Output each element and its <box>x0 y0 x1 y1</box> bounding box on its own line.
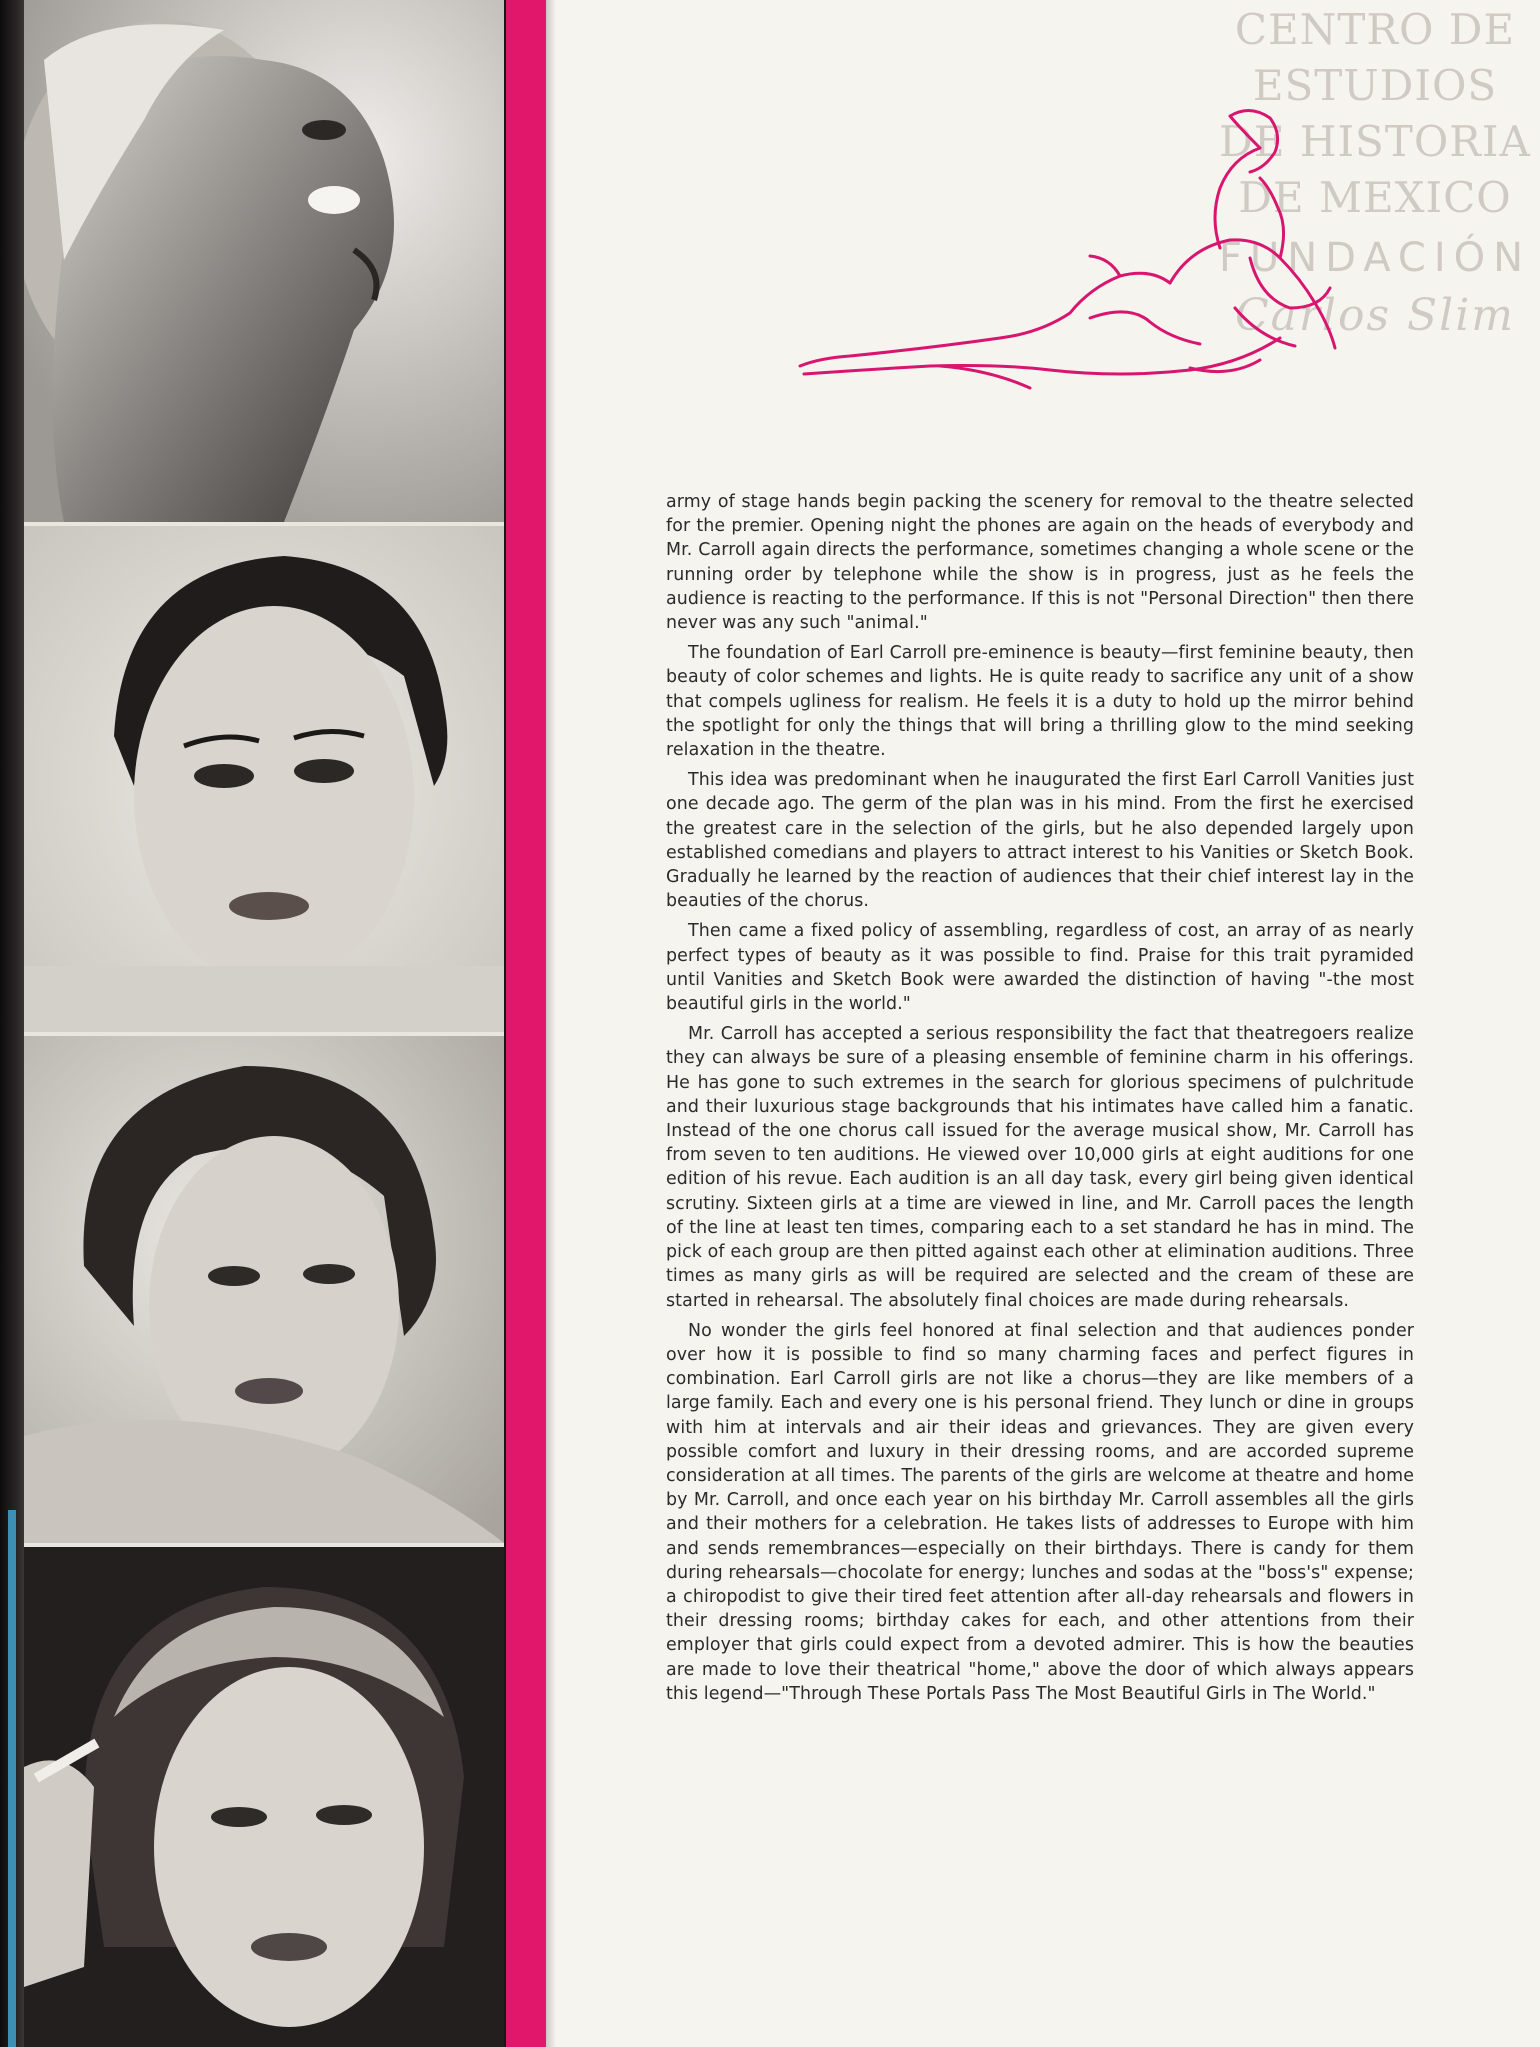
article-paragraph: Mr. Carroll has accepted a serious responsibility the fact that theatregoers realize they can always be sure of a pleasing ensemble of feminine charm in his offerings. He has gone to such extremes in the search for glorious specimens of pulchritude and their luxurious stage backgrounds that his intimates have called him a fanatic. Instead of the one chorus call issued for the average musical show, Mr. Carroll has from seven to ten auditions. He viewed over 10,000 girls at eight auditions for one edition of his revue. Each audition is an all day task, every girl being given identical scrutiny. Sixteen girls at a time are viewed in line, and Mr. Carroll paces the length of the line at least ten times, comparing each to a set standard he has in mind. The pick of each group are then pitted against each other at elimination auditions. Three times as many girls as will be required are selected and the cream of these are started in rehearsal. The absolutely final choices are made during rehearsals. <box>666 1024 1414 1311</box>
article-paragraph: Then came a fixed policy of assembling, regardless of cost, an array of as nearly perfect types of beauty as it was possible to find. Praise for this trait pyramided until Vanities and Sketch Book were awarded the distinction of having "-the most beautiful girls in the world." <box>666 921 1414 1015</box>
portrait-photo <box>24 1547 504 2047</box>
portrait-photo <box>24 0 504 522</box>
article-paragraph: army of stage hands begin packing the scenery for removal to the theatre selected for the premier. Opening night the phones are again on the heads of everybody and Mr. Carroll again directs the performance, sometimes changing a whole scene or the running order by telephone while the show is in progress, just as he feels the audience is reacting to the performance. If this is not "Personal Direction" then there never was any such "animal." <box>666 492 1414 634</box>
watermark-line: CENTRO DE <box>1234 5 1516 54</box>
binding-edge-accent <box>8 1510 16 2047</box>
article-paragraph: This idea was predominant when he inaugurated the first Earl Carroll Vanities just one decade ago. The germ of the plan was in his mind. From the first he exercised the greatest care in the selection of the girls, but he also depended largely upon established comedians and players to attract interest to his Vanities or Sketch Book. Gradually he learned by the reaction of audiences that their chief interest lay in the beauties of the chorus. <box>666 770 1414 912</box>
photo-strip <box>24 0 504 2047</box>
portrait-photo <box>24 1036 504 1543</box>
watermark-line: ESTUDIOS <box>1252 61 1498 110</box>
watermark-signature: Carlos Slim <box>1234 290 1516 341</box>
page-shadow <box>546 0 556 2047</box>
reclining-figure-icon <box>790 108 1390 408</box>
magenta-band <box>506 0 546 2047</box>
article-body <box>666 490 1414 1712</box>
article-paragraph: No wonder the girls feel honored at final selection and that audiences ponder over how it is possible to find so many charming faces and perfect figures in combination. Earl Carroll girls are not like a chorus—they are like members of a large family. Each and every one is his personal friend. They lunch or dine in groups with him at intervals and air their ideas and grievances. They are given every possible comfort and luxury in their dressing rooms, and are accorded supreme consideration at all times. The parents of the girls are welcome at theatre and home by Mr. Carroll, and once each year on his birthday Mr. Carroll assembles all the girls and their mothers for a celebration. He takes lists of addresses to Europe with him and sends remembrances—especially on their birthdays. There is candy for them during rehearsals—chocolate for energy; lunches and sodas at the "boss's" expense; a chiropodist to give their tired feet attention after all-day rehearsals and flowers in their dressing rooms; birthday cakes for each, and other attentions from their employer that girls could expect from a devoted admirer. This is how the beauties are made to love their theatrical "home," above the door of which always appears this legend—"Through These Portals Pass The Most Beautiful Girls in The World." <box>666 1320 1414 1704</box>
watermark-line: DE HISTORIA <box>1219 117 1531 166</box>
watermark-line: DE MEXICO <box>1238 173 1512 222</box>
watermark-foundation: FUNDACIÓN <box>1218 235 1532 281</box>
portrait-photo <box>24 526 504 1032</box>
article-paragraph: The foundation of Earl Carroll pre-eminence is beauty—first feminine beauty, then beauty of color schemes and lights. He is quite ready to sacrifice any unit of a show that compels ugliness for realism. He feels it is a duty to hold up the mirror behind the spotlight for only the things that will bring a thrilling glow to the mind seeking relaxation in the theatre. <box>666 643 1414 761</box>
